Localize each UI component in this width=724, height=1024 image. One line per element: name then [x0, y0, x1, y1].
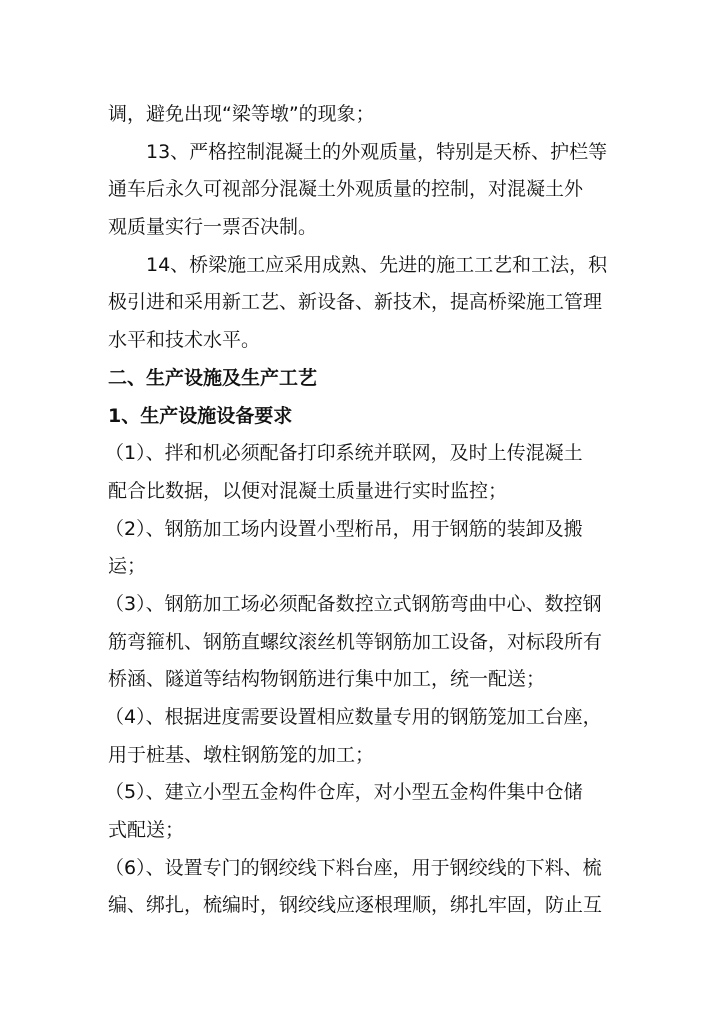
item-3-start: （3）、钢筋加工场必须配备数控立式钢筋弯曲中心、数控钢: [105, 592, 602, 615]
text-line: 配合比数据，以便对混凝土质量进行实时监控；: [108, 479, 508, 502]
paragraph-14-start: 14、桥梁施工应采用成熟、先进的施工工艺和工法，积: [146, 253, 608, 276]
text-line: 极引进和采用新工艺、新设备、新技术，提高桥梁施工管理: [108, 291, 603, 314]
text-line: 桥涵、隧道等结构物钢筋进行集中加工，统一配送；: [108, 668, 546, 691]
item-5-start: （5）、建立小型五金构件仓库，对小型五金构件集中仓储: [105, 781, 583, 804]
text-line: 观质量实行一票否决制。: [108, 216, 318, 239]
document-body: [105, 96, 624, 925]
text-line: 编、绑扎，梳编时，钢绞线应逐根理顺，绑扎牢固，防止互: [108, 894, 603, 917]
section-heading: 二、生产设施及生产工艺: [108, 366, 318, 389]
item-2-start: （2）、钢筋加工场内设置小型桁吊，用于钢筋的装卸及搬: [105, 517, 583, 540]
item-4-start: （4）、根据进度需要设置相应数量专用的钢筋笼加工台座，: [105, 706, 602, 728]
text-line: 调，避免出现“梁等墩”的现象；: [108, 103, 375, 125]
text-line: 用于桩基、墩柱钢筋笼的加工；: [108, 743, 375, 766]
text-line: 筋弯箍机、钢筋直螺纹滚丝机等钢筋加工设备，对标段所有: [108, 630, 603, 653]
item-1-start: （1）、拌和机必须配备打印系统并联网，及时上传混凝土: [105, 442, 583, 465]
text-line: 通车后永久可视部分混凝土外观质量的控制，对混凝土外: [108, 178, 584, 201]
text-line: 水平和技术水平。: [108, 329, 261, 352]
text-line: 运；: [108, 555, 147, 578]
item-6-start: （6）、设置专门的钢绞线下料台座，用于钢绞线的下料、梳: [105, 856, 602, 879]
subsection-heading: 1、生产设施设备要求: [108, 404, 293, 427]
paragraph-13-start: 13、严格控制混凝土的外观质量，特别是天桥、护栏等: [146, 140, 608, 163]
text-line: 式配送；: [108, 819, 185, 842]
